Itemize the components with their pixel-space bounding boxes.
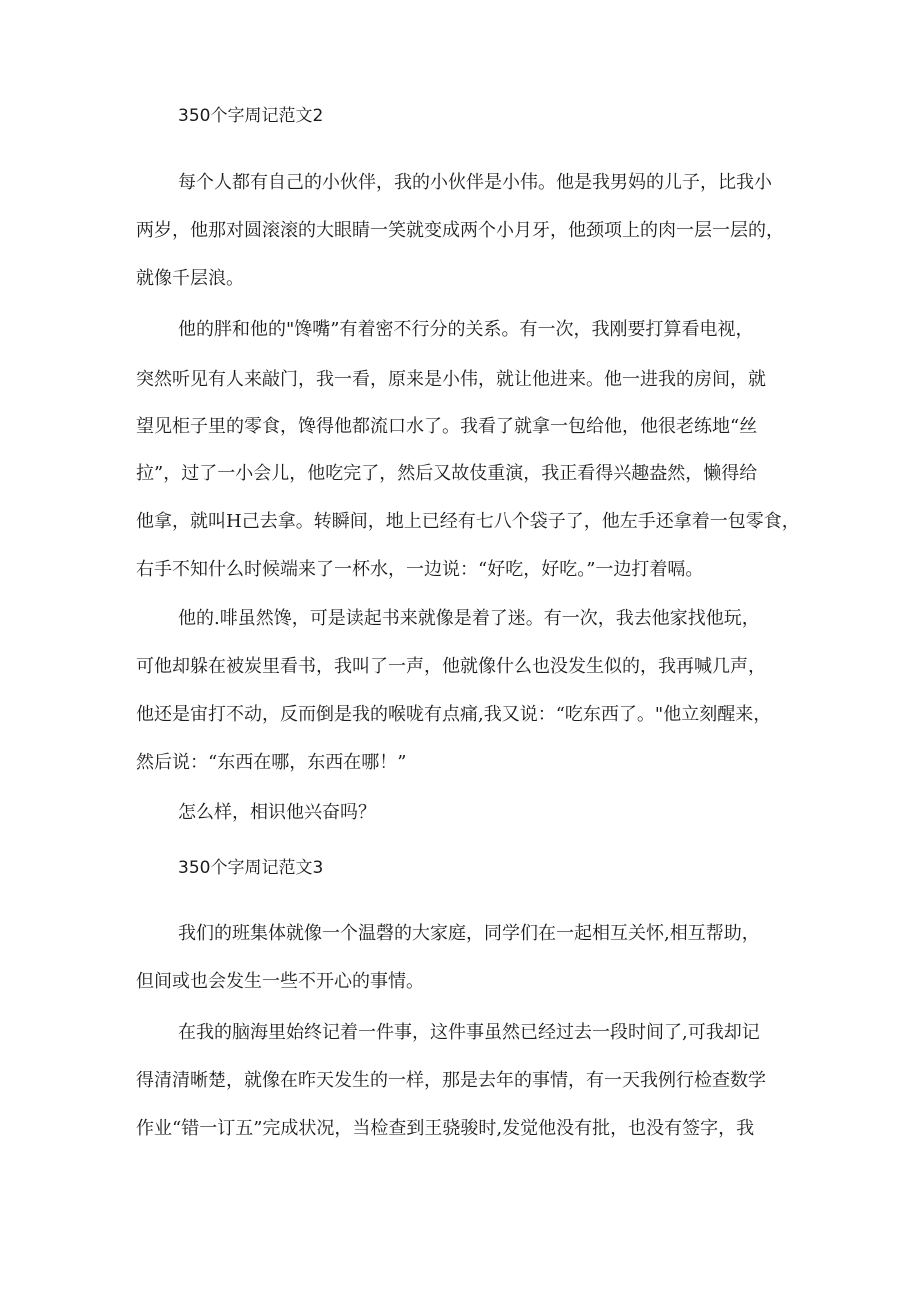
- paragraph-line: 他的胖和他的"馋嘴”有着密不行分的关系。有一次，我刚要打算看电视，: [178, 319, 754, 340]
- paragraph-line: 可他却躲在被炭里看书，我叫了一声，他就像什么也没发生似的，我再喊几声，: [136, 656, 766, 677]
- paragraph-line: 怎么样，相识他兴奋吗？: [178, 802, 376, 823]
- paragraph-line: 两岁，他那对圆滚滚的大眼睛一笑就变成两个小月牙，他颈项上的肉一层一层的，: [136, 220, 784, 241]
- paragraph-line: 望见柜子里的零食，馋得他都流口水了。我看了就拿一包给他，他很老练地“丝: [136, 416, 758, 437]
- paragraph-line: 拉”，过了一小会儿，他吃完了，然后又故伎重演，我正看得兴趣盎然，懒得给: [136, 463, 758, 484]
- paragraph-line: 在我的脑海里始终记着一件事，这件事虽然已经过去一段时间了,可我却记: [178, 1022, 760, 1043]
- paragraph-line: 得清清晰楚，就像在昨天发生的一样，那是去年的事情，有一天我例行检查数学: [136, 1070, 766, 1091]
- paragraph-line: 他还是宙打不动，反而倒是我的喉咙有点痛,我又说：“吃东西了。"他立刻醒来，: [136, 704, 772, 725]
- paragraph-line: 突然听见有人来敲门，我一看，原来是小伟，就让他进来。他一进我的房间，就: [136, 369, 766, 390]
- paragraph-line: 每个人都有自己的小伙伴，我的小伙伴是小伟。他是我男妈的儿子，比我小: [178, 172, 772, 193]
- paragraph-line: 我们的班集体就像一个温磬的大家庭，同学们在一起相互关怀,相互帮助，: [178, 923, 760, 944]
- section-heading: 350个字周记范文3: [178, 858, 324, 878]
- paragraph-line: 但间或也会发生一些不开心的事情。: [136, 971, 424, 992]
- paragraph-line: 他拿，就叫H己去拿。转瞬间，地上已经有七八个袋子了，他左手还拿着一包零食，: [136, 511, 800, 532]
- paragraph-line: 然后说：“东西在哪，东西在哪！”: [136, 752, 407, 773]
- paragraph-line: 作业“错一订五”完成状况，当检查到王骁骏时,发觉他没有批，也没有签字，我: [136, 1118, 755, 1139]
- section-heading: 350个字周记范文2: [178, 106, 324, 126]
- paragraph-line: 右手不知什么时候端来了一杯水，一边说：“好吃，好吃。”一边打着嗝。: [136, 559, 704, 580]
- paragraph-line: 就像千层浪。: [136, 268, 244, 289]
- paragraph-line: 他的.啡虽然馋，可是读起书来就像是着了迷。有一次，我去他家找他玩，: [178, 608, 760, 629]
